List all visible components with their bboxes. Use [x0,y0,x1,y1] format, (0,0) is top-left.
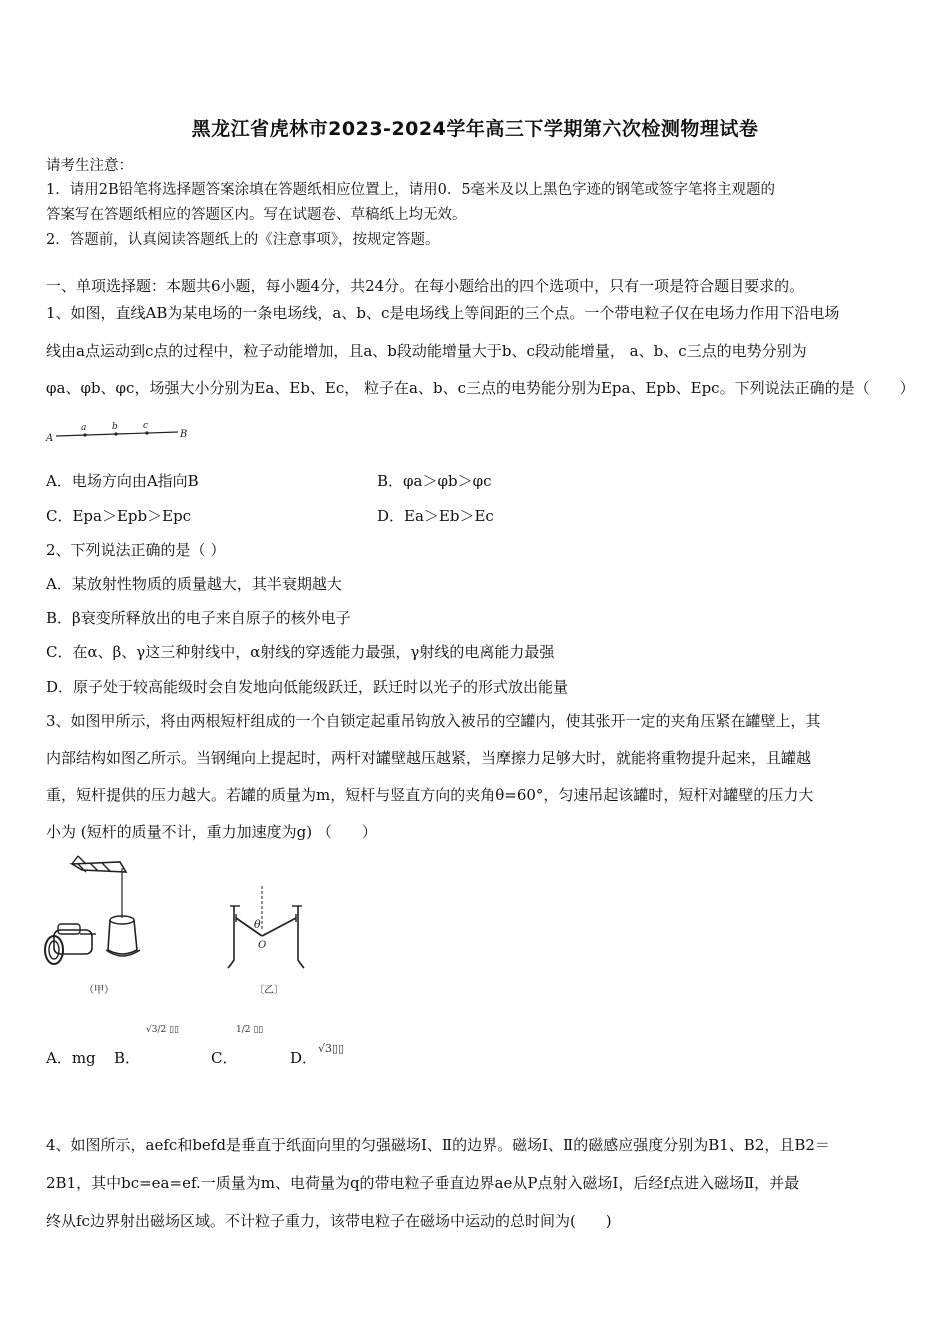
fig-yi-caption: 〔乙〕 [254,985,284,996]
q4-stem-line: 终从fc边界射出磁场区域。不计粒子重力，该带电粒子在磁场中运动的总时间为( ) [46,1212,612,1230]
q3-crane-figure [40,850,170,1000]
point-a-label: a [81,423,87,433]
q2-option-b: B．β衰变所释放出的电子来自原子的核外电子 [46,609,351,627]
q2-stem: 2、下列说法正确的是（ ） [46,541,226,559]
section-heading: 一、单项选择题：本题共6小题，每小题4分，共24分。在每小题给出的四个选项中，只有一项是符合题目要求的。 [46,277,805,295]
point-B-label: B [180,429,188,440]
point-A-label: A [46,433,54,444]
notice-line: 答案写在答题纸相应的答题区内。写在试题卷、草稿纸上均无效。 [46,207,467,223]
notice-heading: 请考生注意： [46,158,133,174]
point-b-label: b [112,422,118,432]
q1-stem-line: 1、如图，直线AB为某电场的一条电场线，a、b、c是电场线上等间距的三个点。一个带电粒子仅在电场力作用下沿电场 [46,304,840,322]
point-c-label: c [143,421,149,431]
q1-stem-line: φa、φb、φc，场强大小分别为Ea、Eb、Ec， 粒子在a、b、c三点的电势能分别为Epa、Epb、Epc。下列说法正确的是（ ） [46,379,915,397]
q3-stem-line: 3、如图甲所示，将由两根短杆组成的一个自锁定起重吊钩放入被吊的空罐内，使其张开一定的夹角压紧在罐壁上，其 [46,712,821,730]
q3-option-d-expr: √3▯▯ [318,1042,345,1055]
o-label: O [258,940,267,951]
theta-label: θ [254,918,261,931]
q3-stem-line: 小为 (短杆的质量不计，重力加速度为g) （ ） [46,823,377,841]
q3-structure-figure [220,850,320,1000]
q2-option-c: C．在α、β、γ这三种射线中，α射线的穿透能力最强，γ射线的电离能力最强 [46,643,555,661]
q3-option-c-expr: 1/2 ▯▯ [236,1025,264,1035]
notice-line: 2．答题前，认真阅读答题纸上的《注意事项》，按规定答题。 [46,232,440,248]
q3-option-c-label: C． [211,1049,238,1067]
q3-option-a: A．mg [46,1049,96,1067]
q3-option-d-label: D． [290,1049,318,1067]
q1-option-b: B．φa＞φb＞φc [377,472,492,490]
q3-stem-line: 重，短杆提供的压力越大。若罐的质量为m，短杆与竖直方向的夹角θ=60°，匀速吊起该罐时，短杆对罐壁的压力大 [46,786,814,804]
q1-stem-line: 线由a点运动到c点的过程中，粒子动能增加，且a、b段动能增量大于b、c段动能增量， a、b、c三点的电势分别为 [46,342,807,360]
q1-option-c: C．Epa＞Epb＞Epc [46,507,192,525]
q2-option-a: A．某放射性物质的质量越大，其半衰期越大 [46,575,342,593]
page-title: 黑龙江省虎林市2023-2024学年高三下学期第六次检测物理试卷 [191,118,759,140]
q1-field-line-figure [44,420,204,450]
q3-option-b-label: B． [114,1049,141,1067]
q1-option-d: D．Ea＞Eb＞Ec [377,507,494,525]
q3-option-b-expr: √3/2 ▯▯ [146,1025,179,1035]
q4-stem-line: 2B1，其中bc=ea=ef.一质量为m、电荷量为q的带电粒子垂直边界ae从P点射入磁场Ⅰ，后经f点进入磁场Ⅱ，并最 [46,1174,800,1192]
q3-stem-line: 内部结构如图乙所示。当钢绳向上提起时，两杆对罐壁越压越紧，当摩擦力足够大时，就能将重物提升起来，且罐越 [46,749,812,767]
q4-stem-line: 4、如图所示，aefc和befd是垂直于纸面向里的匀强磁场Ⅰ、Ⅱ的边界。磁场Ⅰ、Ⅱ的磁感应强度分别为B1、B2，且B2＝ [46,1136,830,1154]
fig-jia-caption: （甲） [84,985,114,996]
q1-option-a: A．电场方向由A指向B [46,472,199,490]
notice-line: 1．请用2B铅笔将选择题答案涂填在答题纸相应位置上，请用0．5毫米及以上黑色字迹的钢笔或签字笔将主观题的 [46,182,776,198]
q2-option-d: D．原子处于较高能级时会自发地向低能级跃迁，跃迁时以光子的形式放出能量 [46,678,569,696]
